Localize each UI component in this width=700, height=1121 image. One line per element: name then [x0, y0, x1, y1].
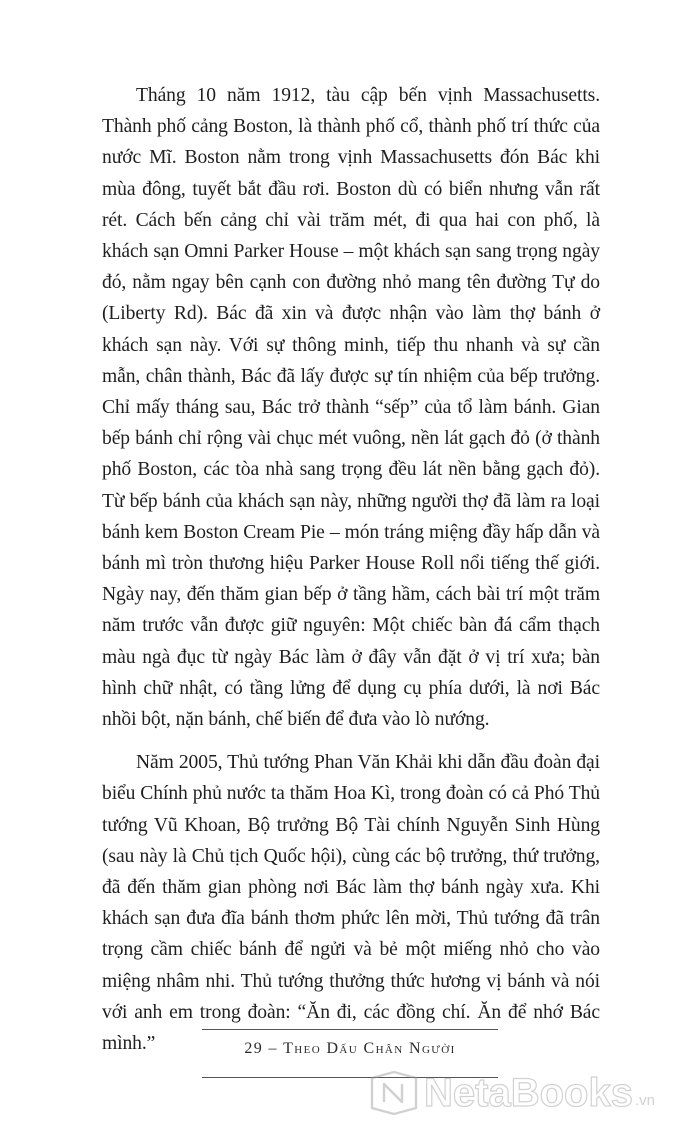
- footer-bottom-rule: [202, 1077, 498, 1078]
- footer-top-rule: [202, 1029, 498, 1030]
- body-text: [102, 80, 600, 1059]
- paragraph-2: Năm 2005, Thủ tướng Phan Văn Khải khi dẫn đầu đoàn đại biểu Chính phủ nước ta thăm Hoa Kì, trong đoàn có cả Phó Thủ tướng Vũ Khoan, Bộ trưởng Bộ Tài chính Nguyễn Sinh Hùng (sau này là Chủ tịch Quốc hội), cùng các bộ trưởng, thứ trưởng, đã đến thăm gian phòng nơi Bác làm thợ bánh ngày xưa. Khi khách sạn đưa đĩa bánh thơm phức lên mời, Thủ tướng đã trân trọng cầm chiếc bánh để ngửi và bẻ một miếng nhỏ cho vào miệng nhâm nhi. Thủ tướng thưởng thức hương vị bánh và nói với anh em trong đoàn: “Ăn đi, các đồng chí. Ăn để nhớ Bác mình.”: [102, 752, 600, 1055]
- page-number: 29: [244, 1040, 264, 1057]
- running-footer: [202, 1040, 498, 1058]
- book-title: Theo Dấu Chân Người: [283, 1040, 456, 1057]
- netabooks-watermark: [368, 1068, 698, 1118]
- watermark-brand: NetaBooks: [424, 1071, 633, 1115]
- paragraph-1: Tháng 10 năm 1912, tàu cập bến vịnh Massachusetts. Thành phố cảng Boston, là thành phố cổ, thành phố trí thức của nước Mĩ. Boston nằm trong vịnh Massachusetts đón Bác khi mùa đông, tuyết bắt đầu rơi. Boston dù có biển nhưng vẫn rất rét. Cách bến cảng chỉ vài trăm mét, đi qua hai con phố, là khách sạn Omni Parker House – một khách sạn sang trọng ngày đó, nằm ngay bên cạnh con đường nhỏ mang tên đường Tự do (Liberty Rd). Bác đã xin và được nhận vào làm thợ bánh ở khách sạn này. Với sự thông minh, tiếp thu nhanh và sự cần mẫn, chân thành, Bác đã lấy được sự tín nhiệm của bếp trưởng. Chỉ mấy tháng sau, Bác trở thành “sếp” của tổ làm bánh. Gian bếp bánh chỉ rộng vài chục mét vuông, nền lát gạch đỏ (ở thành phố Boston, các tòa nhà sang trọng đều lát nền bằng gạch đỏ). Từ bếp bánh của khách sạn này, những người thợ đã làm ra loại bánh kem Boston Cream Pie – món tráng miệng đầy hấp dẫn và bánh mì tròn thương hiệu Parker House Roll nổi tiếng thế giới. Ngày nay, đến thăm gian bếp ở tầng hầm, cách bài trí một trăm năm trước vẫn được giữ nguyên: Một chiếc bàn đá cẩm thạch màu ngà đục từ ngày Bác làm ở đây vẫn đặt ở vị trí xưa; bàn hình chữ nhật, có tầng lửng để dụng cụ phía dưới, là nơi Bác nhồi bột, nặn bánh, chế biến để đưa vào lò nướng.: [102, 85, 600, 731]
- footer-separator: –: [268, 1040, 278, 1057]
- watermark-suffix: .vn: [634, 1091, 655, 1109]
